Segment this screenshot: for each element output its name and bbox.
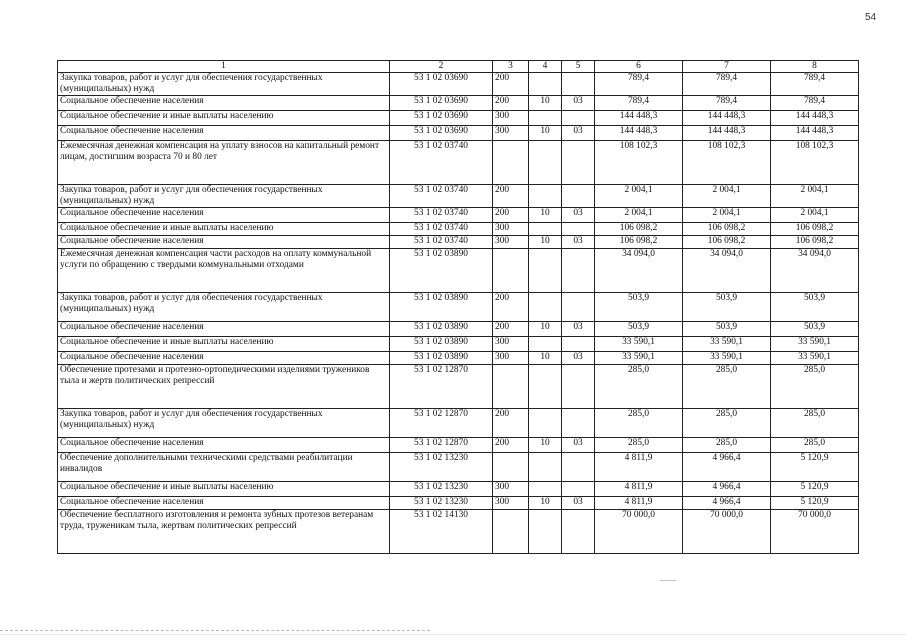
target-article-code-cell: 53 1 02 03740	[390, 236, 493, 249]
amount-col7-cell: 285,0	[683, 409, 771, 438]
table-row	[58, 322, 859, 337]
table-row	[58, 453, 859, 482]
target-article-code-cell: 53 1 02 13230	[390, 453, 493, 482]
target-article-code-cell: 53 1 02 03690	[390, 96, 493, 111]
target-article-code-cell: 53 1 02 13230	[390, 497, 493, 510]
expense-name-cell: Ежемесячная денежная компенсация на уплату взносов на капитальный ремонт лицам, достигшим возраста 70 и 80 лет	[58, 141, 390, 185]
subsection-cell	[562, 111, 595, 126]
expense-type-cell: 300	[493, 352, 529, 365]
expense-type-cell: 300	[493, 223, 529, 236]
amount-col8-cell: 5 120,9	[771, 453, 859, 482]
amount-col8-cell: 33 590,1	[771, 352, 859, 365]
expense-type-cell	[493, 453, 529, 482]
subsection-cell: 03	[562, 96, 595, 111]
column-number-row	[58, 61, 859, 73]
subsection-cell	[562, 73, 595, 96]
amount-col7-cell: 285,0	[683, 365, 771, 409]
expense-name-cell: Социальное обеспечение населения	[58, 322, 390, 337]
amount-col6-cell: 503,9	[595, 322, 683, 337]
amount-col8-cell: 285,0	[771, 409, 859, 438]
amount-col7-cell: 503,9	[683, 293, 771, 322]
amount-col6-cell: 106 098,2	[595, 223, 683, 236]
expense-type-cell	[493, 510, 529, 554]
section-cell: 10	[529, 438, 562, 453]
amount-col7-cell: 2 004,1	[683, 208, 771, 223]
expense-type-cell: 200	[493, 438, 529, 453]
section-cell	[529, 185, 562, 208]
expense-name-cell: Закупка товаров, работ и услуг для обеспечения государственных (муниципальных) нужд	[58, 185, 390, 208]
expense-type-cell: 200	[493, 322, 529, 337]
amount-col7-cell: 106 098,2	[683, 236, 771, 249]
column-number-header: 2	[390, 61, 493, 73]
expense-type-cell: 300	[493, 126, 529, 141]
expense-type-cell: 200	[493, 293, 529, 322]
expense-name-cell: Социальное обеспечение населения	[58, 208, 390, 223]
subsection-cell: 03	[562, 438, 595, 453]
section-cell	[529, 111, 562, 126]
amount-col7-cell: 108 102,3	[683, 141, 771, 185]
amount-col8-cell: 108 102,3	[771, 141, 859, 185]
expense-name-cell: Социальное обеспечение населения	[58, 497, 390, 510]
amount-col6-cell: 70 000,0	[595, 510, 683, 554]
subsection-cell	[562, 223, 595, 236]
table-row	[58, 438, 859, 453]
section-cell	[529, 223, 562, 236]
section-cell	[529, 453, 562, 482]
amount-col6-cell: 503,9	[595, 293, 683, 322]
section-cell	[529, 73, 562, 96]
subsection-cell: 03	[562, 126, 595, 141]
amount-col6-cell: 285,0	[595, 409, 683, 438]
scan-artifact-line	[0, 634, 905, 635]
expense-name-cell: Социальное обеспечение населения	[58, 438, 390, 453]
amount-col6-cell: 2 004,1	[595, 185, 683, 208]
column-number-header: 5	[562, 61, 595, 73]
target-article-code-cell: 53 1 02 03740	[390, 223, 493, 236]
subsection-cell	[562, 141, 595, 185]
amount-col8-cell: 285,0	[771, 438, 859, 453]
target-article-code-cell: 53 1 02 03740	[390, 185, 493, 208]
column-number-header: 7	[683, 61, 771, 73]
subsection-cell	[562, 185, 595, 208]
expense-type-cell: 200	[493, 409, 529, 438]
amount-col6-cell: 108 102,3	[595, 141, 683, 185]
amount-col8-cell: 144 448,3	[771, 111, 859, 126]
amount-col7-cell: 503,9	[683, 322, 771, 337]
table-row	[58, 409, 859, 438]
amount-col8-cell: 285,0	[771, 365, 859, 409]
expense-name-cell: Социальное обеспечение населения	[58, 236, 390, 249]
target-article-code-cell: 53 1 02 03690	[390, 126, 493, 141]
column-number-header: 4	[529, 61, 562, 73]
expense-type-cell: 200	[493, 96, 529, 111]
amount-col7-cell: 106 098,2	[683, 223, 771, 236]
subsection-cell	[562, 510, 595, 554]
expense-type-cell	[493, 249, 529, 293]
expense-name-cell: Закупка товаров, работ и услуг для обеспечения государственных (муниципальных) нужд	[58, 293, 390, 322]
budget-table	[57, 60, 859, 554]
amount-col6-cell: 2 004,1	[595, 208, 683, 223]
target-article-code-cell: 53 1 02 13230	[390, 482, 493, 497]
subsection-cell	[562, 365, 595, 409]
amount-col7-cell: 144 448,3	[683, 126, 771, 141]
amount-col8-cell: 789,4	[771, 96, 859, 111]
table-row	[58, 365, 859, 409]
section-cell	[529, 293, 562, 322]
target-article-code-cell: 53 1 02 03890	[390, 249, 493, 293]
target-article-code-cell: 53 1 02 03740	[390, 208, 493, 223]
expense-name-cell: Социальное обеспечение и иные выплаты населению	[58, 111, 390, 126]
subsection-cell	[562, 409, 595, 438]
expense-name-cell: Социальное обеспечение и иные выплаты населению	[58, 223, 390, 236]
amount-col6-cell: 789,4	[595, 73, 683, 96]
table-row	[58, 223, 859, 236]
target-article-code-cell: 53 1 02 03890	[390, 322, 493, 337]
target-article-code-cell: 53 1 02 03890	[390, 352, 493, 365]
expense-type-cell: 200	[493, 185, 529, 208]
amount-col6-cell: 144 448,3	[595, 126, 683, 141]
section-cell: 10	[529, 126, 562, 141]
amount-col7-cell: 4 966,4	[683, 453, 771, 482]
amount-col8-cell: 789,4	[771, 73, 859, 96]
table-row	[58, 337, 859, 352]
amount-col6-cell: 4 811,9	[595, 453, 683, 482]
section-cell	[529, 249, 562, 293]
subsection-cell	[562, 453, 595, 482]
table-row	[58, 510, 859, 554]
expense-name-cell: Ежемесячная денежная компенсация части расходов на оплату коммунальной услуги по обращению с твердыми коммунальными отходами	[58, 249, 390, 293]
table-row	[58, 126, 859, 141]
amount-col7-cell: 33 590,1	[683, 337, 771, 352]
column-number-header: 6	[595, 61, 683, 73]
target-article-code-cell: 53 1 02 03740	[390, 141, 493, 185]
table-row	[58, 249, 859, 293]
expense-name-cell: Социальное обеспечение и иные выплаты населению	[58, 482, 390, 497]
section-cell: 10	[529, 96, 562, 111]
section-cell	[529, 482, 562, 497]
subsection-cell	[562, 249, 595, 293]
amount-col7-cell: 4 966,4	[683, 497, 771, 510]
amount-col7-cell: 33 590,1	[683, 352, 771, 365]
amount-col6-cell: 4 811,9	[595, 482, 683, 497]
target-article-code-cell: 53 1 02 03690	[390, 111, 493, 126]
expense-name-cell: Обеспечение бесплатного изготовления и ремонта зубных протезов ветеранам труда, труженикам тыла, жертвам политических репрессий	[58, 510, 390, 554]
expense-type-cell: 300	[493, 497, 529, 510]
table-row	[58, 185, 859, 208]
amount-col7-cell: 144 448,3	[683, 111, 771, 126]
amount-col7-cell: 70 000,0	[683, 510, 771, 554]
page-number: 54	[865, 12, 877, 23]
target-article-code-cell: 53 1 02 12870	[390, 438, 493, 453]
expense-name-cell: Обеспечение протезами и протезно-ортопедическими изделиями тружеников тыла и жертв политических репрессий	[58, 365, 390, 409]
subsection-cell	[562, 482, 595, 497]
table-row	[58, 208, 859, 223]
amount-col7-cell: 34 094,0	[683, 249, 771, 293]
column-number-header: 8	[771, 61, 859, 73]
amount-col8-cell: 2 004,1	[771, 208, 859, 223]
amount-col6-cell: 34 094,0	[595, 249, 683, 293]
amount-col8-cell: 503,9	[771, 322, 859, 337]
section-cell: 10	[529, 236, 562, 249]
section-cell: 10	[529, 497, 562, 510]
amount-col7-cell: 789,4	[683, 73, 771, 96]
amount-col8-cell: 503,9	[771, 293, 859, 322]
subsection-cell: 03	[562, 236, 595, 249]
amount-col6-cell: 33 590,1	[595, 337, 683, 352]
section-cell	[529, 365, 562, 409]
table-row	[58, 96, 859, 111]
target-article-code-cell: 53 1 02 12870	[390, 365, 493, 409]
scan-artifact-mark	[660, 580, 676, 581]
amount-col6-cell: 106 098,2	[595, 236, 683, 249]
subsection-cell: 03	[562, 208, 595, 223]
expense-type-cell: 300	[493, 236, 529, 249]
column-number-header: 1	[58, 61, 390, 73]
expense-type-cell: 300	[493, 337, 529, 352]
section-cell: 10	[529, 322, 562, 337]
expense-name-cell: Закупка товаров, работ и услуг для обеспечения государственных (муниципальных) нужд	[58, 73, 390, 96]
table-row	[58, 497, 859, 510]
amount-col6-cell: 285,0	[595, 365, 683, 409]
subsection-cell	[562, 337, 595, 352]
expense-type-cell: 300	[493, 111, 529, 126]
scan-artifact-line	[0, 630, 430, 631]
section-cell	[529, 409, 562, 438]
amount-col8-cell: 144 448,3	[771, 126, 859, 141]
expense-type-cell	[493, 365, 529, 409]
amount-col8-cell: 5 120,9	[771, 497, 859, 510]
amount-col8-cell: 34 094,0	[771, 249, 859, 293]
section-cell	[529, 510, 562, 554]
expense-name-cell: Социальное обеспечение населения	[58, 126, 390, 141]
table-row	[58, 111, 859, 126]
target-article-code-cell: 53 1 02 03690	[390, 73, 493, 96]
table-row	[58, 293, 859, 322]
expense-name-cell: Закупка товаров, работ и услуг для обеспечения государственных (муниципальных) нужд	[58, 409, 390, 438]
section-cell: 10	[529, 352, 562, 365]
table-row	[58, 482, 859, 497]
target-article-code-cell: 53 1 02 14130	[390, 510, 493, 554]
amount-col8-cell: 106 098,2	[771, 236, 859, 249]
section-cell	[529, 141, 562, 185]
expense-name-cell: Социальное обеспечение населения	[58, 352, 390, 365]
section-cell: 10	[529, 208, 562, 223]
target-article-code-cell: 53 1 02 12870	[390, 409, 493, 438]
column-number-header: 3	[493, 61, 529, 73]
amount-col7-cell: 285,0	[683, 438, 771, 453]
amount-col6-cell: 4 811,9	[595, 497, 683, 510]
amount-col8-cell: 33 590,1	[771, 337, 859, 352]
expense-type-cell: 200	[493, 73, 529, 96]
expense-type-cell	[493, 141, 529, 185]
amount-col8-cell: 2 004,1	[771, 185, 859, 208]
subsection-cell	[562, 293, 595, 322]
amount-col6-cell: 789,4	[595, 96, 683, 111]
amount-col8-cell: 106 098,2	[771, 223, 859, 236]
amount-col7-cell: 2 004,1	[683, 185, 771, 208]
amount-col7-cell: 789,4	[683, 96, 771, 111]
amount-col7-cell: 4 966,4	[683, 482, 771, 497]
subsection-cell: 03	[562, 322, 595, 337]
table-row	[58, 236, 859, 249]
amount-col6-cell: 33 590,1	[595, 352, 683, 365]
table-row	[58, 141, 859, 185]
target-article-code-cell: 53 1 02 03890	[390, 337, 493, 352]
amount-col8-cell: 5 120,9	[771, 482, 859, 497]
amount-col6-cell: 285,0	[595, 438, 683, 453]
expense-type-cell: 200	[493, 208, 529, 223]
expense-name-cell: Обеспечение дополнительными техническими средствами реабилитации инвалидов	[58, 453, 390, 482]
table-row	[58, 73, 859, 96]
expense-name-cell: Социальное обеспечение населения	[58, 96, 390, 111]
subsection-cell: 03	[562, 352, 595, 365]
target-article-code-cell: 53 1 02 03890	[390, 293, 493, 322]
amount-col8-cell: 70 000,0	[771, 510, 859, 554]
amount-col6-cell: 144 448,3	[595, 111, 683, 126]
subsection-cell: 03	[562, 497, 595, 510]
expense-type-cell: 300	[493, 482, 529, 497]
table-row	[58, 352, 859, 365]
section-cell	[529, 337, 562, 352]
expense-name-cell: Социальное обеспечение и иные выплаты населению	[58, 337, 390, 352]
